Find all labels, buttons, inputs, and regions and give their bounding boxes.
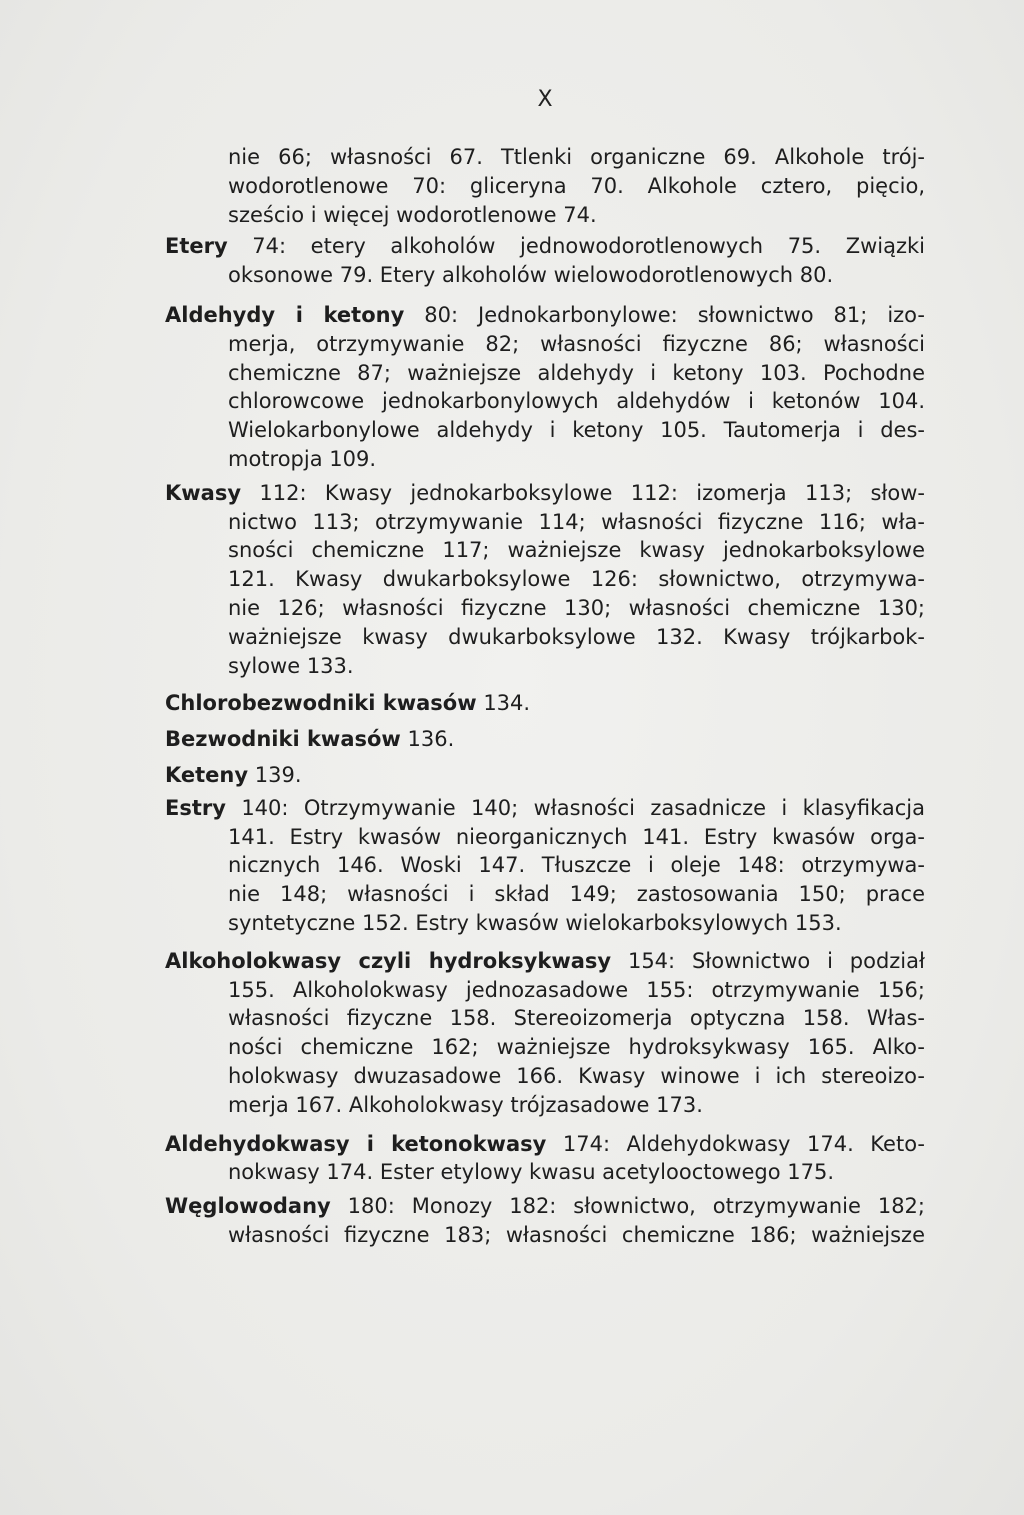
toc-entry-text: 80: Jednokarbonylowe: słownictwo 81; izo- [424,302,926,327]
toc-entry-text: 154: Słownictwo i podział [627,948,925,973]
toc-line: sylowe 133. [228,653,354,678]
toc-line: merja 167. Alkoholokwasy trójzasadowe 173. [228,1092,703,1117]
toc-entry [165,232,925,290]
toc-line: 121. Kwasy dwukarboksylowe 126: słownictwo, otrzymywa- [228,567,925,592]
table-of-contents [165,143,925,1250]
toc-line: sześcio i więcej wodorotlenowe 74. [228,202,597,227]
toc-line: syntetyczne 152. Estry kwasów wielokarboksylowych 153. [228,910,842,935]
toc-line [165,479,925,508]
toc-line: nie 66; własności 67. Ttlenki organiczne 69. Alkohole trój- [228,145,925,169]
toc-line [165,301,925,330]
toc-entry-text: 139. [254,762,302,787]
toc-entry-heading: Kwasy [165,480,242,505]
toc-line: chlorowcowe jednokarbonylowych aldehydów i ketonów 104. [228,389,925,414]
toc-entry-heading: Etery [165,234,228,259]
toc-entry-heading: Keteny [165,762,249,787]
page-number: X [537,87,553,112]
toc-entry-text: 174: Aldehydokwasy 174. Keto- [562,1131,926,1156]
toc-line: własności fizyczne 183; własności chemiczne 186; ważniejsze [228,1222,925,1247]
toc-line: nie 126; własności fizyczne 130; własności chemiczne 130; [228,595,925,620]
toc-entry-text: 140: Otrzymywanie 140; własności zasadnicze i klasyfikacja [241,795,925,820]
toc-entry [165,1192,925,1250]
toc-entry-heading: Estry [165,795,226,820]
toc-entry-text: 112: Kwasy jednokarboksylowe 112: izomerja 113; słow- [259,480,925,505]
toc-entry-text: 136. [407,727,455,752]
toc-line [165,1130,925,1159]
toc-entry [165,1130,925,1188]
toc-entry-text: 74: etery alkoholów jednowodorotlenowych 75. Związki [252,234,925,259]
toc-line [165,1192,925,1221]
toc-entry-continuation [165,143,925,229]
toc-entry-heading: Węglowodany [165,1194,331,1219]
toc-line: wodorotlenowe 70: gliceryna 70. Alkohole cztero, pięcio, [228,173,925,198]
toc-entry [165,761,925,790]
toc-line: merja, otrzymywanie 82; własności fizyczne 86; własności [228,331,925,356]
toc-entry-heading: Aldehydokwasy i ketonokwasy [165,1131,547,1156]
toc-entry-text: 180: Monozy 182: słownictwo, otrzymywanie 182; [347,1194,925,1219]
toc-line: ności chemiczne 162; ważniejsze hydroksykwasy 165. Alko- [228,1035,925,1060]
toc-line [165,794,925,823]
toc-line: sności chemiczne 117; ważniejsze kwasy jednokarboksylowe [228,538,925,563]
toc-line [165,689,925,718]
toc-line: Wielokarbonylowe aldehydy i ketony 105. Tautomerja i des- [228,418,925,443]
toc-line [165,232,925,261]
toc-line: nie 148; własności i skład 149; zastosowania 150; prace [228,882,925,907]
toc-line [165,761,925,790]
toc-entry [165,725,925,754]
toc-line: chemiczne 87; ważniejsze aldehydy i ketony 103. Pochodne [228,360,925,385]
toc-line [165,725,925,754]
toc-entry-heading: Alkoholokwasy czyli hydroksykwasy [165,948,612,973]
toc-line: nokwasy 174. Ester etylowy kwasu acetylooctowego 175. [228,1160,835,1185]
toc-entry [165,689,925,718]
toc-entry [165,794,925,938]
toc-line: motropja 109. [228,446,377,471]
toc-line: nicznych 146. Woski 147. Tłuszcze i oleje 148: otrzymywa- [228,853,925,878]
toc-entry-heading: Bezwodniki kwasów [165,727,401,752]
toc-entry [165,947,925,1120]
toc-line: ważniejsze kwasy dwukarboksylowe 132. Kwasy trójkarbok- [228,624,925,649]
toc-line: nictwo 113; otrzymywanie 114; własności fizyczne 116; wła- [228,509,925,534]
toc-line: oksonowe 79. Etery alkoholów wielowodorotlenowych 80. [228,263,834,288]
toc-entry-heading: Chlorobezwodniki kwasów [165,691,477,716]
toc-entry [165,479,925,681]
toc-line: 141. Estry kwasów nieorganicznych 141. Estry kwasów orga- [228,824,925,849]
toc-entry-heading: Aldehydy i ketony [165,302,405,327]
toc-entry [165,301,925,474]
toc-line [165,947,925,976]
toc-entry-text: 134. [483,691,531,716]
toc-line: własności fizyczne 158. Stereoizomerja optyczna 158. Włas- [228,1006,925,1031]
toc-line: holokwasy dwuzasadowe 166. Kwasy winowe i ich stereoizo- [228,1063,925,1088]
toc-line: 155. Alkoholokwasy jednozasadowe 155: otrzymywanie 156; [228,977,925,1002]
